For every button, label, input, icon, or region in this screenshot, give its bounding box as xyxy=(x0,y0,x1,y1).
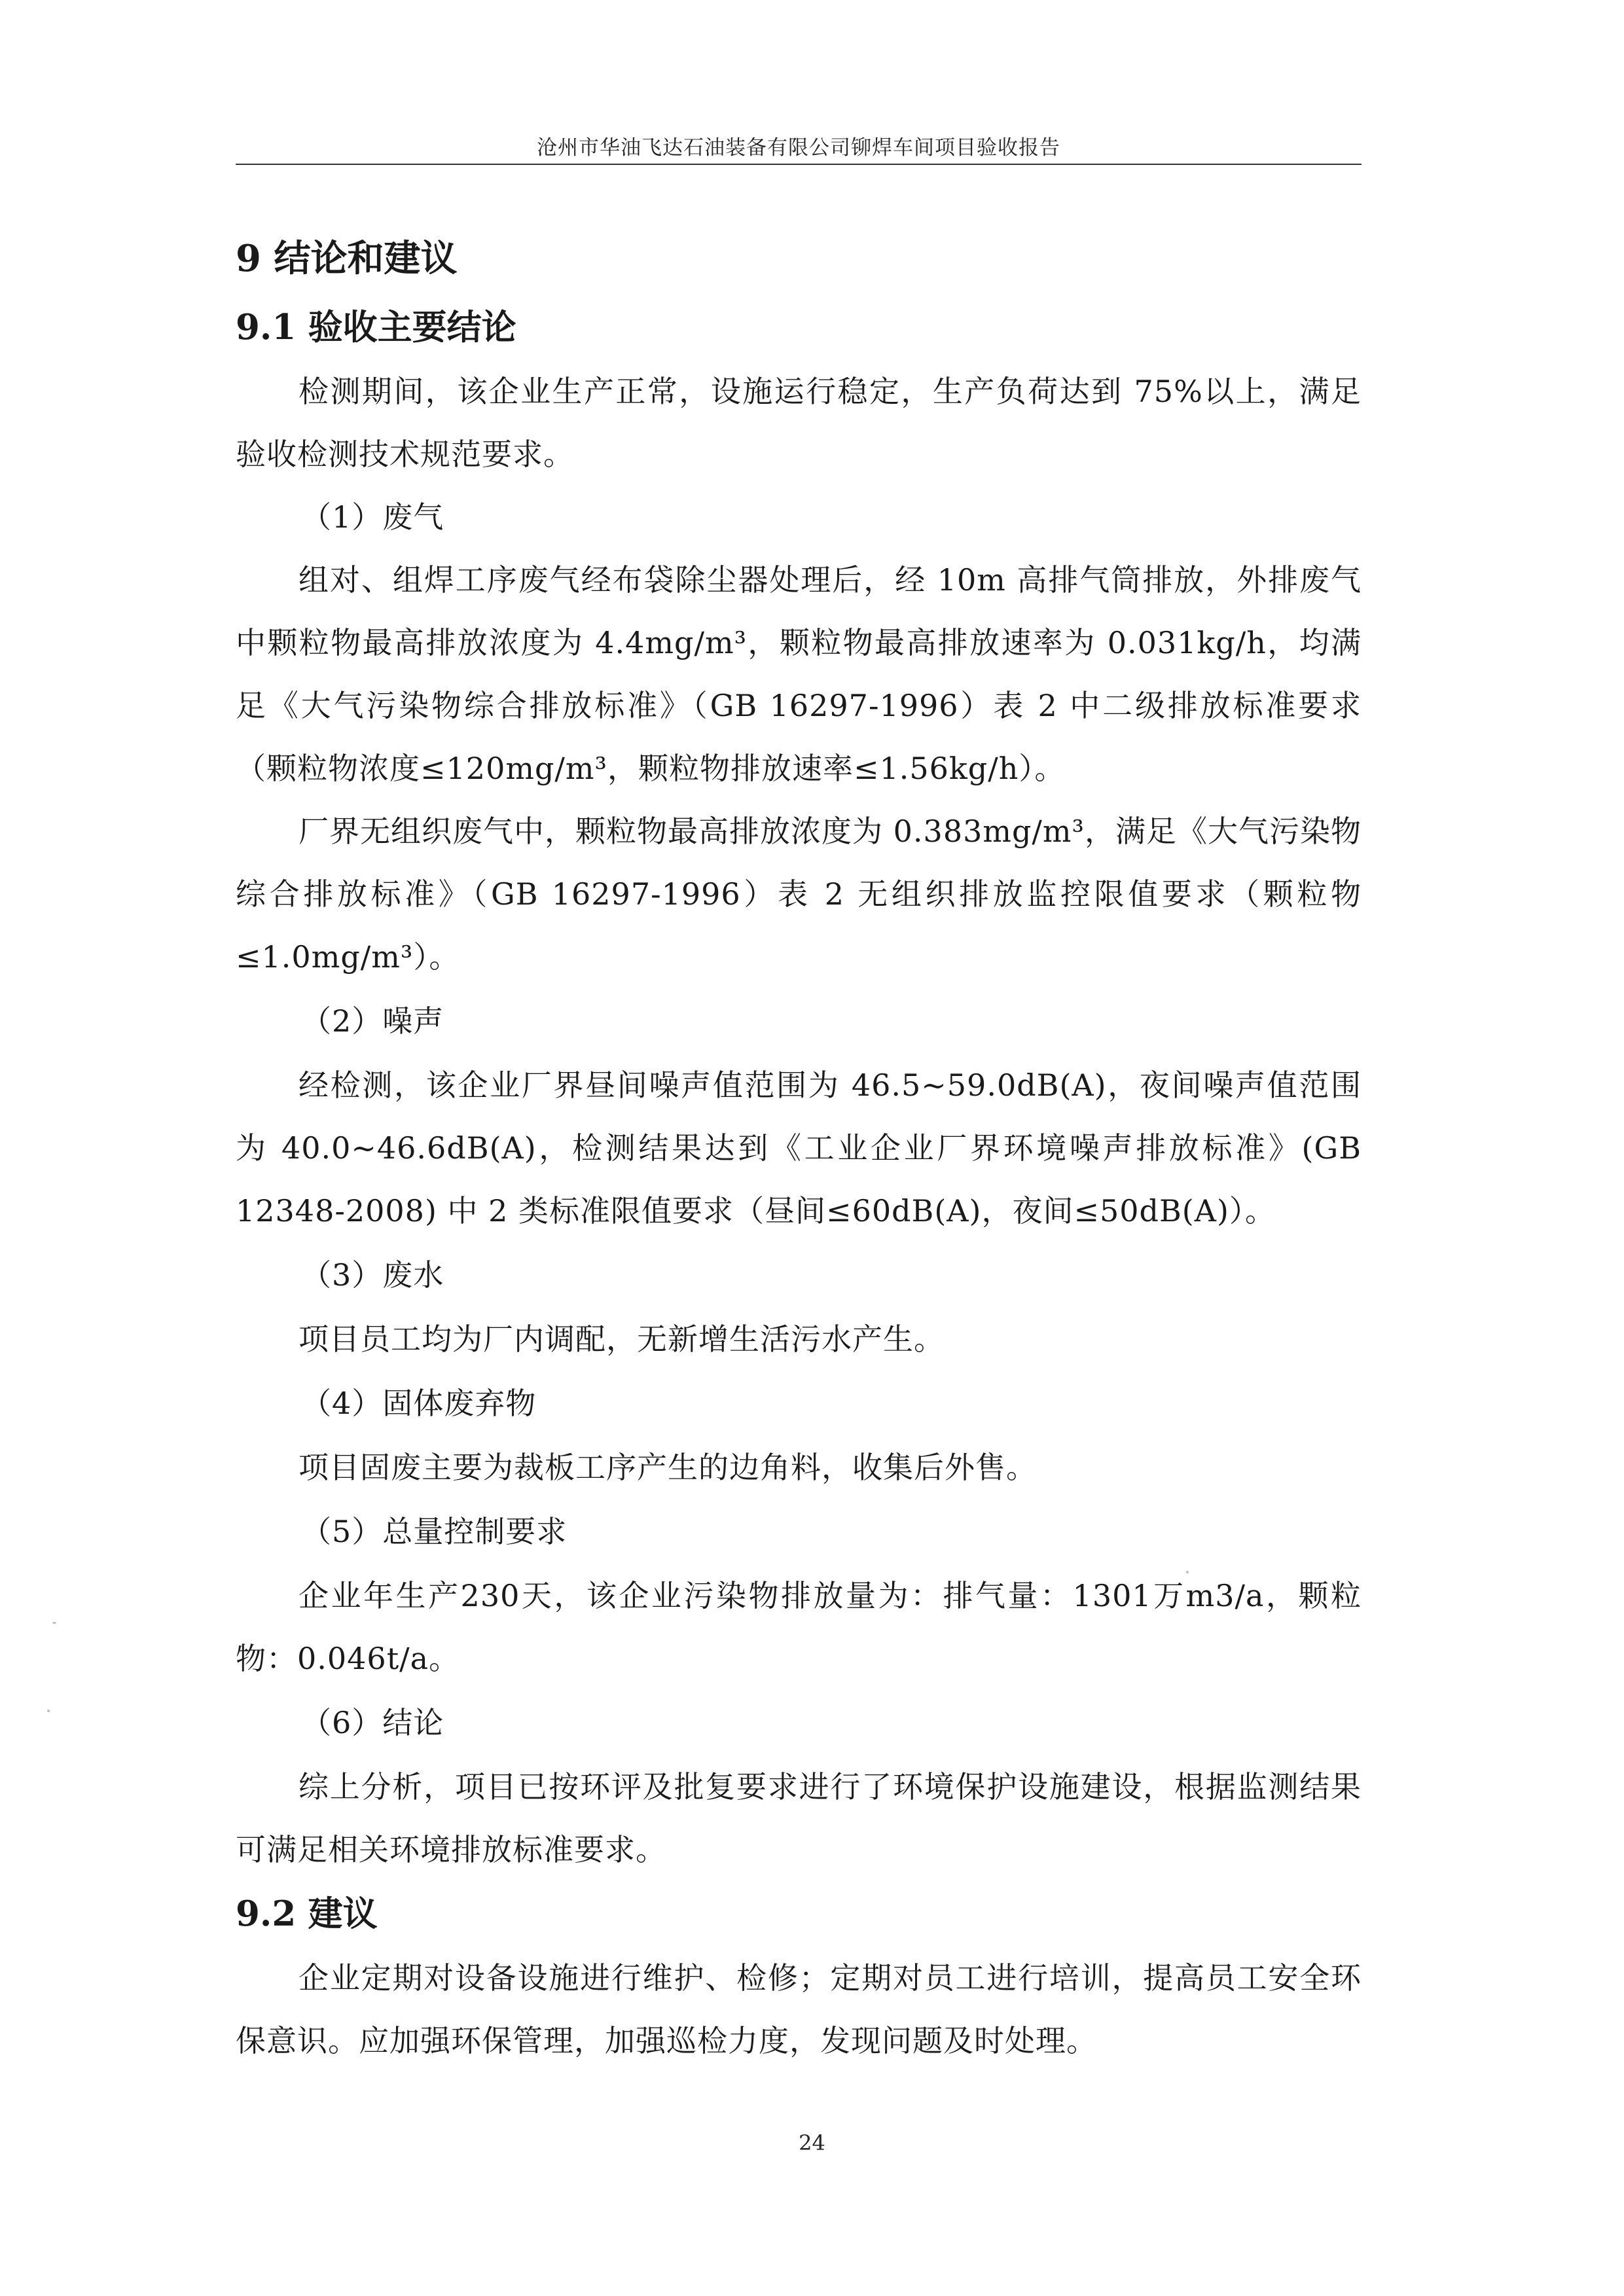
section-heading: 9 结论和建议 xyxy=(236,237,458,280)
page-body xyxy=(236,223,1362,2072)
running-header: 沧州市华油飞达石油装备有限公司铆焊车间项目验收报告 xyxy=(537,136,1060,160)
solid-waste-paragraph: 项目固废主要为裁板工序产生的边角料，收集后外售。 xyxy=(298,1450,1037,1485)
wastewater-label: （3）废水 xyxy=(301,1257,444,1293)
total-control-paragraph: 企业年生产230天，该企业污染物排放量为：排气量：1301万m3/a，颗粒物：0.046t/a。 xyxy=(236,1578,1362,1676)
scan-speck xyxy=(52,1622,56,1624)
conclusion-paragraph: 综上分析，项目已按环评及批复要求进行了环境保护设施建设，根据监测结果可满足相关环境排放标准要求。 xyxy=(236,1769,1362,1867)
wastewater-paragraph: 项目员工均为厂内调配，无新增生活污水产生。 xyxy=(298,1321,945,1357)
intro-paragraph: 检测期间，该企业生产正常，设施运行稳定，生产负荷达到 75%以上，满足验收检测技术规范要求。 xyxy=(236,374,1362,472)
scan-speck xyxy=(47,1710,50,1712)
exhaust-paragraph-organized: 组对、组焊工序废气经布袋除尘器处理后，经 10m 高排气筒排放，外排废气中颗粒物最高排放浓度为 4.4mg/m³，颗粒物最高排放速率为 0.031kg/h，均满足《大气污染物综合排放标准》（GB 16297-1996）表 2 中二级排放标准要求（颗粒物浓度≤120mg/m³，颗粒物排放速率≤1.56kg/h）。 xyxy=(236,562,1362,786)
noise-paragraph: 经检测，该企业厂界昼间噪声值范围为 46.5~59.0dB(A)，夜间噪声值范围为 40.0~46.6dB(A)，检测结果达到《工业企业厂界环境噪声排放标准》(GB 12348-2008) 中 2 类标准限值要求（昼间≤60dB(A)，夜间≤50dB(A)）。 xyxy=(236,1067,1362,1229)
header-divider xyxy=(236,164,1362,165)
conclusion-label: （6）结论 xyxy=(301,1705,444,1740)
subsection-heading-9-1: 9.1 验收主要结论 xyxy=(236,307,516,348)
exhaust-label: （1）废气 xyxy=(301,499,444,535)
scan-speck xyxy=(1186,1571,1189,1573)
exhaust-paragraph-fugitive: 厂界无组织废气中，颗粒物最高排放浓度为 0.383mg/m³，满足《大气污染物综合排放标准》（GB 16297-1996）表 2 无组织排放监控限值要求（颗粒物≤1.0mg/m³）。 xyxy=(236,814,1362,975)
total-control-label: （5）总量控制要求 xyxy=(301,1514,568,1549)
page-number: 24 xyxy=(799,2130,825,2155)
subsection-heading-9-2: 9.2 建议 xyxy=(236,1893,378,1934)
suggestion-paragraph: 企业定期对设备设施进行维护、检修；定期对员工进行培训，提高员工安全环保意识。应加强环保管理，加强巡检力度，发现问题及时处理。 xyxy=(236,1960,1362,2058)
solid-waste-label: （4）固体废弃物 xyxy=(301,1386,537,1421)
noise-label: （2）噪声 xyxy=(301,1003,444,1039)
